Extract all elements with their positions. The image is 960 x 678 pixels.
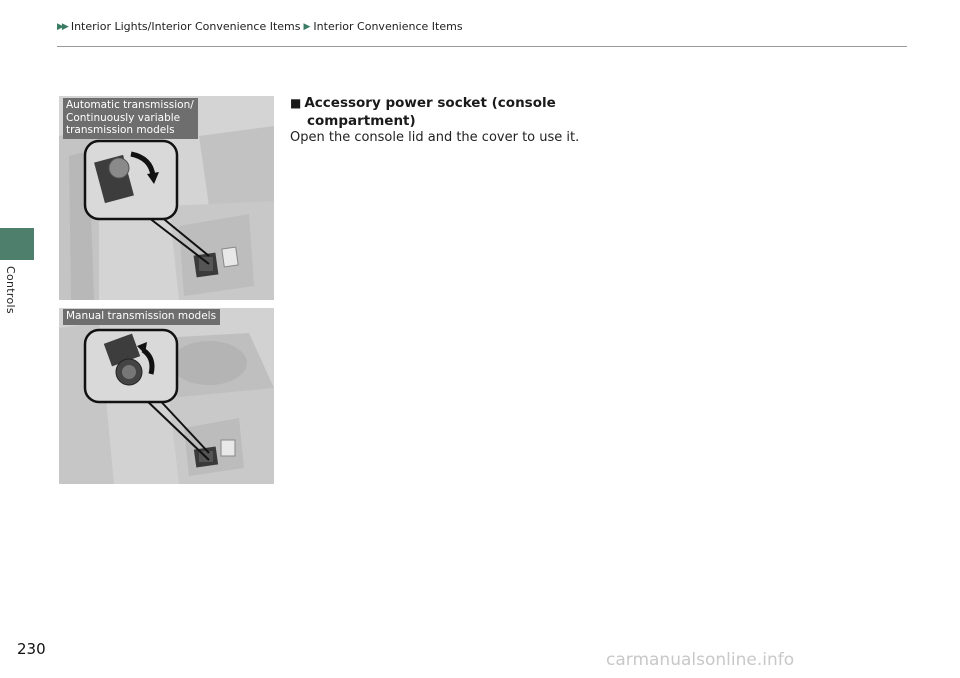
heading-line-2: compartment) [307,113,416,129]
side-tab-label: Controls [4,266,17,314]
header-divider [57,46,907,47]
breadcrumb-subsection[interactable]: Interior Convenience Items [313,20,463,33]
figure-manual-socket [59,308,274,484]
heading-line-1: Accessory power socket (console [304,95,556,111]
section-heading [290,94,590,130]
figure-label: Automatic transmission/ Continuously variable transmission models [63,98,198,139]
figure-automatic-socket [59,96,274,300]
breadcrumb [57,20,463,33]
section-body: Open the console lid and the cover to use it. [290,130,580,145]
breadcrumb-section[interactable]: Interior Lights/Interior Convenience Items [70,20,301,33]
watermark: carmanualsonline.info [606,650,795,670]
arrow-icon: ▶ [303,21,311,32]
square-bullet-icon: ■ [290,96,302,110]
figure-label: Manual transmission models [63,309,220,325]
console-illustration [59,308,274,484]
side-tab-marker [0,228,34,260]
double-arrow-icon: ▶▶ [57,21,67,32]
page-number: 230 [17,640,46,658]
